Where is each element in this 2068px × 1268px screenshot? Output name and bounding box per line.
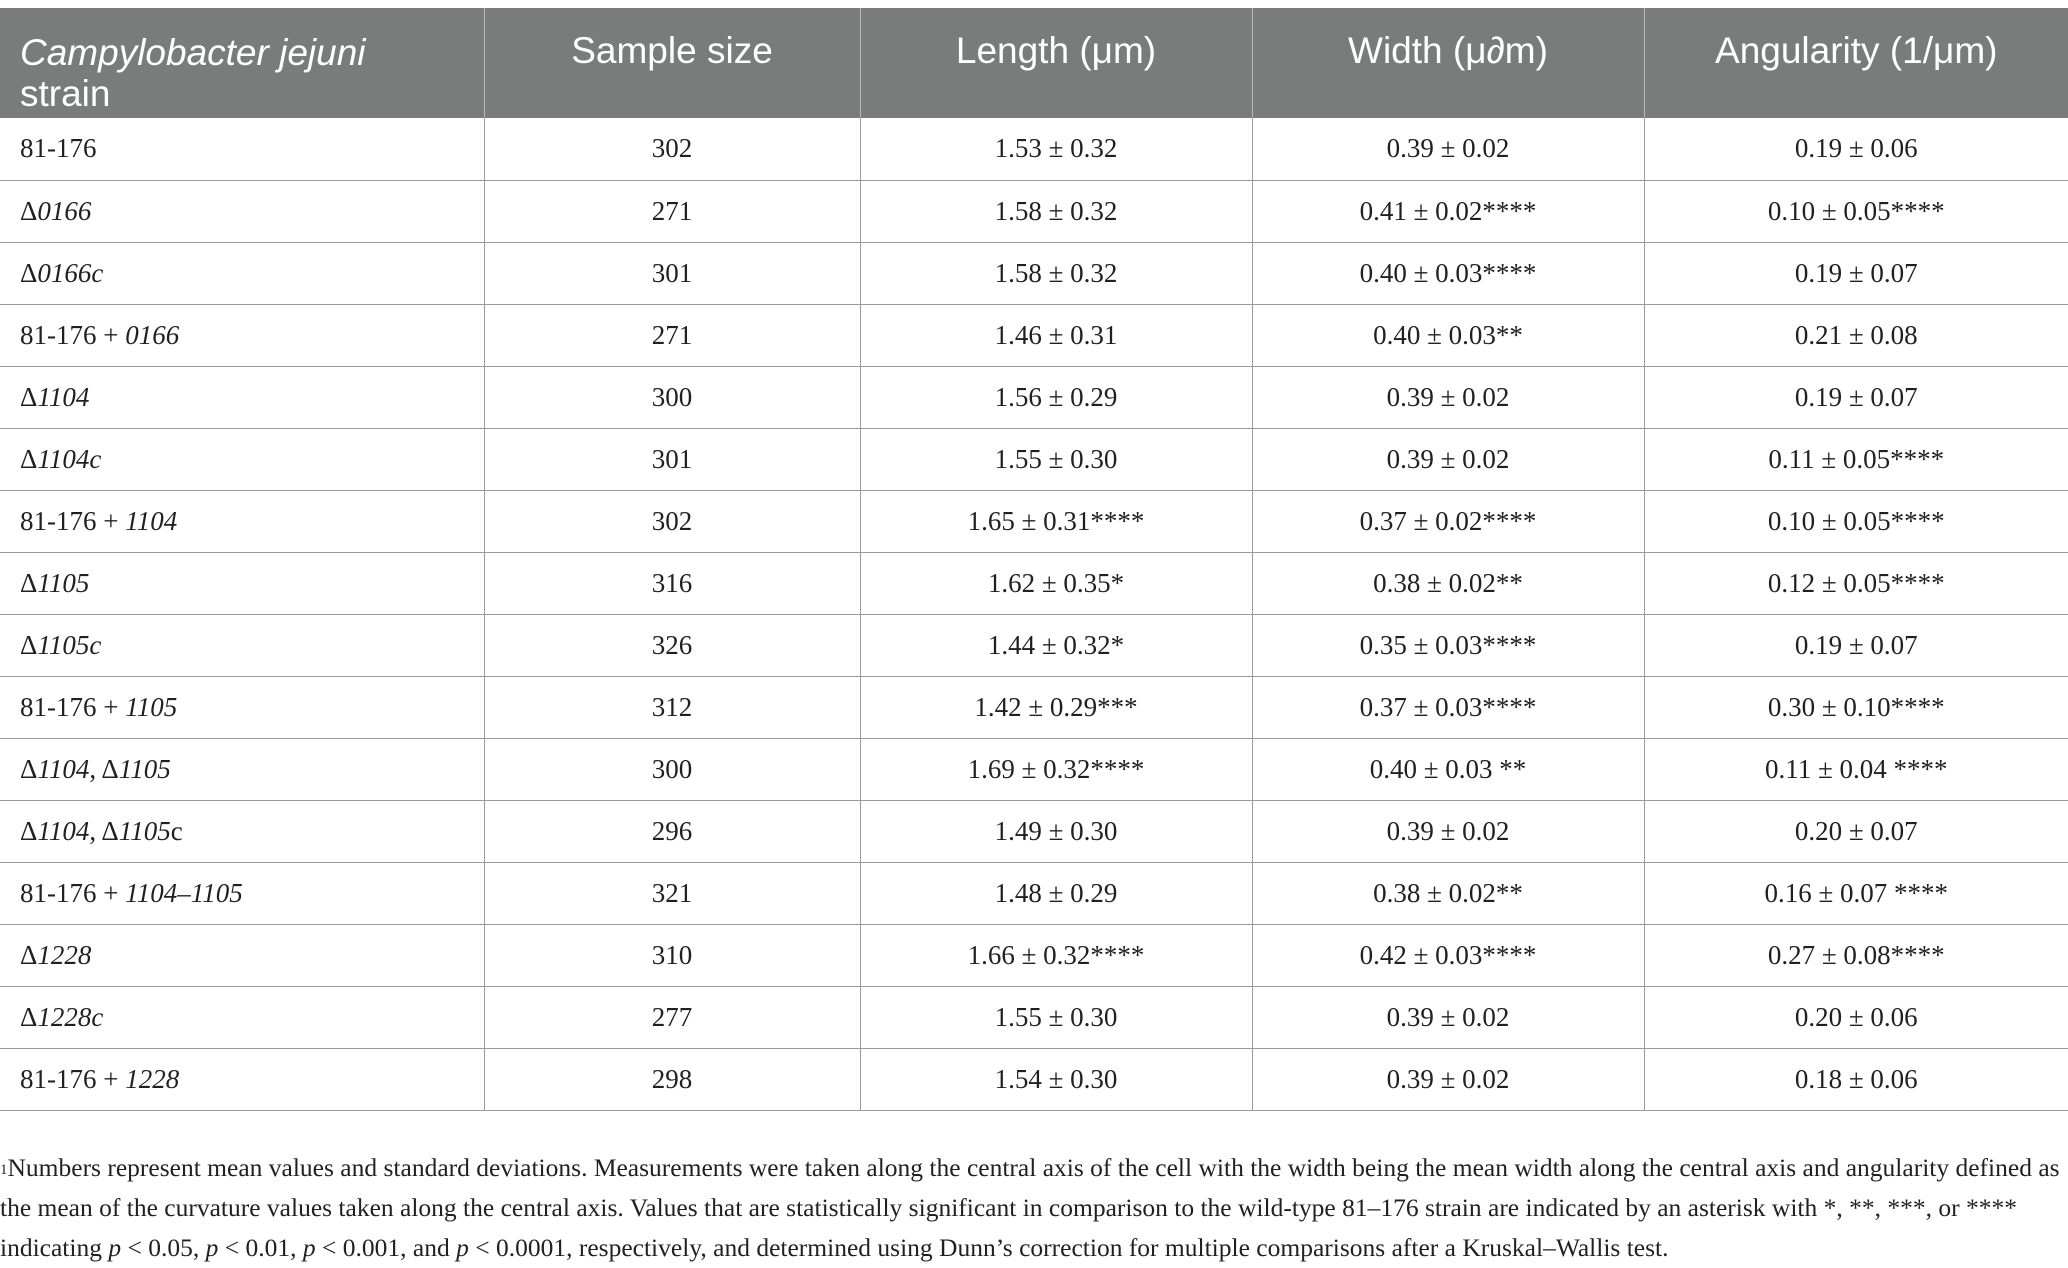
strain-segment: 1105c [37, 629, 102, 660]
cell-angularity: 0.20 ± 0.07 [1644, 800, 2068, 862]
footnote-text: < 0.0001, respectively, and determined using Dunn’s correction for multiple comparisons after a Kruskal–Wallis test. [468, 1232, 1669, 1262]
strain-segment: c [170, 815, 183, 846]
cell-angularity: 0.30 ± 0.10**** [1644, 676, 2068, 738]
strain-segment: 1228c [37, 1001, 104, 1032]
footnote-italic-p: p [456, 1232, 469, 1262]
cell-sample-size: 271 [484, 304, 860, 366]
cell-sample-size: 300 [484, 366, 860, 428]
cell-length: 1.66 ± 0.32**** [860, 924, 1252, 986]
cell-strain [0, 1048, 484, 1110]
strain-segment: Δ [20, 443, 38, 474]
cell-length: 1.42 ± 0.29*** [860, 676, 1252, 738]
table-row [0, 304, 2068, 366]
strain-segment: Δ [20, 753, 38, 784]
table-row [0, 552, 2068, 614]
table-row [0, 986, 2068, 1048]
cell-sample-size: 296 [484, 800, 860, 862]
cell-length: 1.49 ± 0.30 [860, 800, 1252, 862]
cell-angularity: 0.12 ± 0.05**** [1644, 552, 2068, 614]
cell-width: 0.35 ± 0.03**** [1252, 614, 1644, 676]
cell-sample-size: 302 [484, 490, 860, 552]
table-body [0, 118, 2068, 1110]
cell-width: 0.39 ± 0.02 [1252, 428, 1644, 490]
cell-sample-size: 312 [484, 676, 860, 738]
table-row [0, 242, 2068, 304]
cell-strain [0, 738, 484, 800]
cell-length: 1.48 ± 0.29 [860, 862, 1252, 924]
cell-length: 1.55 ± 0.30 [860, 986, 1252, 1048]
cell-angularity: 0.10 ± 0.05**** [1644, 490, 2068, 552]
strain-segment: Δ [20, 815, 38, 846]
cell-angularity: 0.11 ± 0.04 **** [1644, 738, 2068, 800]
strain-segment: , Δ [89, 753, 119, 784]
cell-width: 0.37 ± 0.02**** [1252, 490, 1644, 552]
cell-sample-size: 298 [484, 1048, 860, 1110]
table-header [0, 8, 2068, 118]
strain-segment: 1105 [118, 815, 171, 846]
cell-sample-size: 301 [484, 428, 860, 490]
morphology-table [0, 8, 2068, 1111]
cell-strain [0, 676, 484, 738]
header-angularity: Angularity (1/μm) [1644, 8, 2068, 118]
strain-segment: Δ [20, 381, 38, 412]
cell-width: 0.38 ± 0.02** [1252, 552, 1644, 614]
cell-sample-size: 326 [484, 614, 860, 676]
cell-angularity: 0.27 ± 0.08**** [1644, 924, 2068, 986]
strain-segment: 81-176 + [20, 1063, 126, 1094]
cell-angularity: 0.20 ± 0.06 [1644, 986, 2068, 1048]
cell-length: 1.44 ± 0.32* [860, 614, 1252, 676]
cell-width: 0.40 ± 0.03** [1252, 304, 1644, 366]
header-strain-word: strain [20, 73, 111, 114]
table-row [0, 490, 2068, 552]
cell-width: 0.39 ± 0.02 [1252, 800, 1644, 862]
cell-length: 1.65 ± 0.31**** [860, 490, 1252, 552]
cell-angularity: 0.11 ± 0.05**** [1644, 428, 2068, 490]
strain-segment: 1105 [125, 691, 178, 722]
cell-width: 0.38 ± 0.02** [1252, 862, 1644, 924]
header-strain-species: Campylobacter jejuni [20, 32, 366, 73]
header-sample-size: Sample size [484, 8, 860, 118]
cell-length: 1.55 ± 0.30 [860, 428, 1252, 490]
strain-segment: 81-176 + [20, 319, 126, 350]
table-row [0, 1048, 2068, 1110]
strain-segment: 0166c [37, 257, 104, 288]
strain-segment: 81-176 + [20, 691, 126, 722]
cell-sample-size: 301 [484, 242, 860, 304]
footnote-text: Numbers represent mean values and standard deviations. Measurements were taken along the central axis of the cell with the width being the mean width along the central axis and angularity defined as the mean of the curvature values taken along the central axis. Values that are statistically significant in comparison to the wild-type 81–176 strain are indicated by an asterisk with *, **, ***, or **** indicating [0, 1152, 2060, 1262]
table-footnote [0, 1148, 2064, 1268]
cell-angularity: 0.19 ± 0.07 [1644, 366, 2068, 428]
cell-sample-size: 316 [484, 552, 860, 614]
cell-strain [0, 986, 484, 1048]
cell-length: 1.62 ± 0.35* [860, 552, 1252, 614]
cell-angularity: 0.18 ± 0.06 [1644, 1048, 2068, 1110]
strain-segment: 0166 [37, 195, 92, 226]
cell-length: 1.56 ± 0.29 [860, 366, 1252, 428]
strain-segment: , Δ [89, 815, 119, 846]
strain-segment: 81-176 + [20, 877, 126, 908]
table-row [0, 676, 2068, 738]
strain-segment: Δ [20, 195, 38, 226]
cell-strain [0, 490, 484, 552]
table-row [0, 614, 2068, 676]
strain-segment: 1105 [37, 567, 90, 598]
footnote-text: < 0.001, and [315, 1232, 457, 1262]
footnote-italic-p: p [108, 1232, 122, 1262]
header-strain [0, 8, 484, 118]
strain-segment: Δ [20, 567, 38, 598]
strain-segment: 0166 [125, 319, 180, 350]
cell-angularity: 0.19 ± 0.07 [1644, 614, 2068, 676]
cell-sample-size: 271 [484, 180, 860, 242]
footnote-text: < 0.01, [218, 1232, 303, 1262]
strain-segment: 1104–1105 [125, 877, 243, 908]
cell-strain [0, 924, 484, 986]
cell-length: 1.58 ± 0.32 [860, 242, 1252, 304]
cell-length: 1.46 ± 0.31 [860, 304, 1252, 366]
table-row [0, 862, 2068, 924]
table-row [0, 800, 2068, 862]
cell-strain [0, 118, 484, 180]
header-length: Length (μm) [860, 8, 1252, 118]
cell-sample-size: 300 [484, 738, 860, 800]
cell-angularity: 0.21 ± 0.08 [1644, 304, 2068, 366]
table-row [0, 924, 2068, 986]
strain-segment: 1104 [125, 505, 178, 536]
table-row [0, 738, 2068, 800]
strain-segment: Δ [20, 939, 38, 970]
cell-angularity: 0.10 ± 0.05**** [1644, 180, 2068, 242]
cell-length: 1.54 ± 0.30 [860, 1048, 1252, 1110]
footnote-italic-p: p [302, 1232, 316, 1262]
cell-length: 1.58 ± 0.32 [860, 180, 1252, 242]
cell-strain [0, 366, 484, 428]
strain-segment: 1228 [125, 1063, 180, 1094]
cell-strain [0, 614, 484, 676]
strain-segment: 1104 [37, 815, 90, 846]
cell-width: 0.37 ± 0.03**** [1252, 676, 1644, 738]
table-row [0, 118, 2068, 180]
strain-segment: 1105 [118, 753, 171, 784]
cell-width: 0.39 ± 0.02 [1252, 1048, 1644, 1110]
cell-sample-size: 302 [484, 118, 860, 180]
header-width: Width (μ∂m) [1252, 8, 1644, 118]
strain-segment: 81-176 [20, 133, 97, 164]
cell-width: 0.42 ± 0.03**** [1252, 924, 1644, 986]
cell-width: 0.40 ± 0.03 ** [1252, 738, 1644, 800]
footnote-marker: 1 [0, 1161, 8, 1178]
cell-angularity: 0.19 ± 0.07 [1644, 242, 2068, 304]
strain-segment: 1228 [37, 939, 92, 970]
cell-strain [0, 800, 484, 862]
strain-segment: Δ [20, 1001, 38, 1032]
table-row [0, 366, 2068, 428]
strain-segment: 81-176 + [20, 505, 126, 536]
cell-strain [0, 862, 484, 924]
cell-angularity: 0.19 ± 0.06 [1644, 118, 2068, 180]
strain-segment: 1104 [37, 381, 90, 412]
cell-width: 0.41 ± 0.02**** [1252, 180, 1644, 242]
table-row [0, 428, 2068, 490]
cell-width: 0.39 ± 0.02 [1252, 986, 1644, 1048]
cell-strain [0, 242, 484, 304]
cell-width: 0.40 ± 0.03**** [1252, 242, 1644, 304]
cell-strain [0, 552, 484, 614]
cell-sample-size: 277 [484, 986, 860, 1048]
cell-strain [0, 428, 484, 490]
cell-width: 0.39 ± 0.02 [1252, 366, 1644, 428]
cell-sample-size: 321 [484, 862, 860, 924]
table-row [0, 180, 2068, 242]
strain-segment: Δ [20, 257, 38, 288]
footnote-text: < 0.05, [121, 1232, 206, 1262]
header-row [0, 8, 2068, 118]
cell-angularity: 0.16 ± 0.07 **** [1644, 862, 2068, 924]
cell-strain [0, 180, 484, 242]
cell-length: 1.69 ± 0.32**** [860, 738, 1252, 800]
footnote-italic-p: p [205, 1232, 219, 1262]
strain-segment: Δ [20, 629, 38, 660]
cell-sample-size: 310 [484, 924, 860, 986]
cell-width: 0.39 ± 0.02 [1252, 118, 1644, 180]
strain-segment: 1104c [37, 443, 102, 474]
cell-length: 1.53 ± 0.32 [860, 118, 1252, 180]
cell-strain [0, 304, 484, 366]
strain-segment: 1104 [37, 753, 90, 784]
